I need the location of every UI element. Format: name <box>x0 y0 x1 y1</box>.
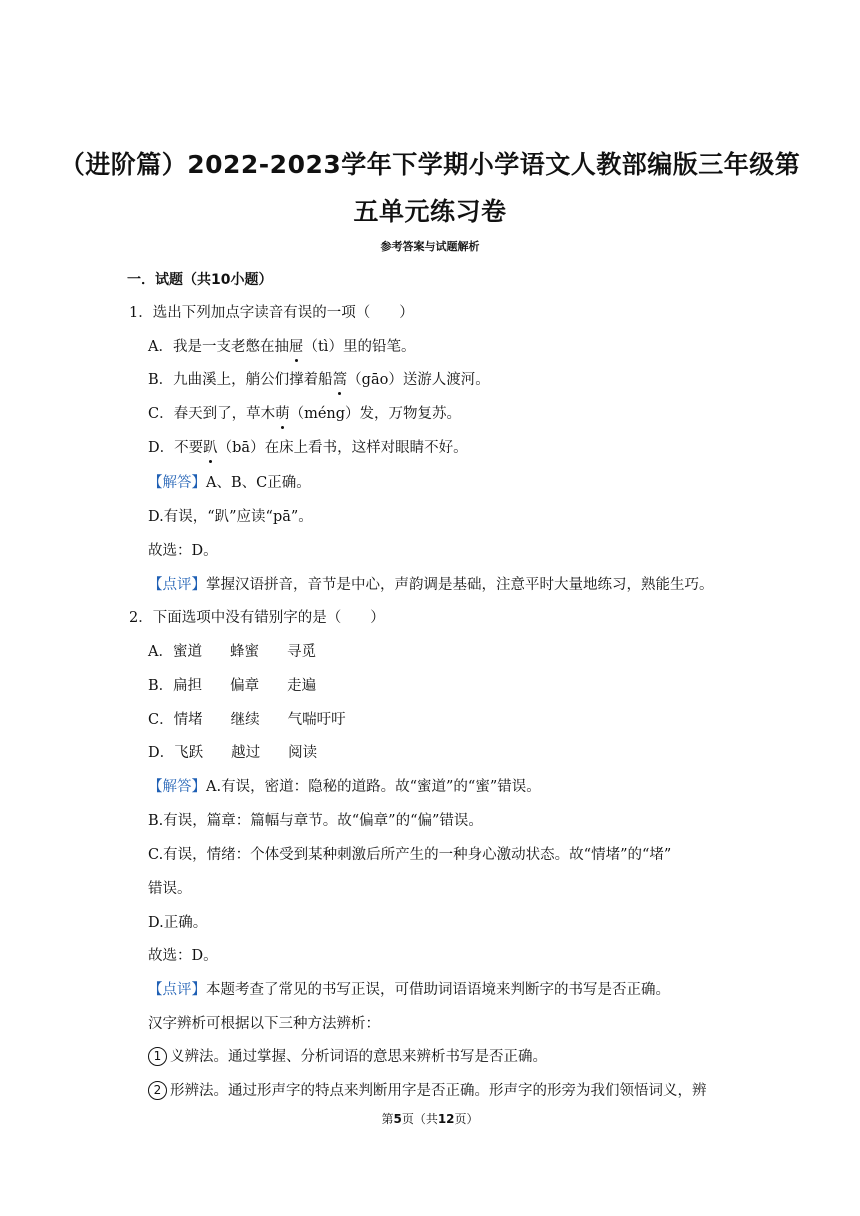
q1-option-c: C．春天到了，草木萌（méng）发，万物复苏。 <box>148 406 462 422</box>
q1-answer-detail: D.有误，“趴”应读“pā”。 <box>148 509 313 525</box>
q1-option-a: A．我是一支老憋在抽屉（tì）里的铅笔。 <box>148 339 416 355</box>
q1-option-b: B．九曲溪上，艄公们撑着船篙（gāo）送游人渡河。 <box>148 372 490 388</box>
document-subtitle: 参考答案与试题解析 <box>380 240 480 253</box>
answer-tag: 【解答】 <box>148 475 206 491</box>
page-footer: 第5页（共12页） <box>381 1112 479 1126</box>
q2-methods-intro: 汉字辨析可根据以下三种方法辨析： <box>148 1016 380 1032</box>
emphasis-dot-char: 篙 <box>332 372 348 388</box>
q2-method-2: 2 形辨法。通过形声字的特点来判断用字是否正确。形声字的形旁为我们领悟词义，辨 <box>148 1081 707 1101</box>
circled-number: 2 <box>148 1081 167 1100</box>
page-total: 12 <box>437 1112 455 1126</box>
q1-answer: 【解答】A、B、C正确。 <box>148 475 311 491</box>
comment-tag: 【点评】 <box>148 982 206 998</box>
q2-answer-a: 【解答】A.有误，密道：隐秘的道路。故“蜜道”的“蜜”错误。 <box>148 779 541 795</box>
emphasis-dot-char: 趴 <box>203 440 218 456</box>
document-title-line2: 五单元练习卷 <box>353 197 507 226</box>
q2-answer-b: B.有误，篇章：篇幅与章节。故“偏章”的“偏”错误。 <box>148 813 483 829</box>
emphasis-dot-char: 屉 <box>288 339 304 355</box>
document-title-line1: （进阶篇）2022-2023学年下学期小学语文人教部编版三年级第 <box>59 150 801 179</box>
q1-choice: 故选：D。 <box>148 543 218 559</box>
q2-option-b: B．扁担 偏章 走遍 <box>148 678 317 694</box>
q2-comment: 【点评】本题考查了常见的书写正误，可借助词语语境来判断字的书写是否正确。 <box>148 982 670 998</box>
q2-option-d: D．飞跃 越过 阅读 <box>148 745 318 761</box>
q1-comment: 【点评】掌握汉语拼音，音节是中心，声韵调是基础，注意平时大量地练习，熟能生巧。 <box>148 577 714 593</box>
q2-option-a: A．蜜道 蜂蜜 寻觅 <box>148 644 316 660</box>
page-number: 5 <box>393 1112 402 1126</box>
q2-answer-c-cont: 错误。 <box>148 881 192 897</box>
section-heading: 一．试题（共10小题） <box>127 272 273 288</box>
q1-option-d: D．不要趴（bā）在床上看书，这样对眼睛不好。 <box>148 440 468 456</box>
q2-option-c: C．情堵 继续 气喘吁吁 <box>148 712 346 728</box>
q1-stem: 1．选出下列加点字读音有误的一项（ ） <box>129 305 414 321</box>
emphasis-dot-char: 萌 <box>275 406 290 422</box>
answer-tag: 【解答】 <box>148 779 206 795</box>
q2-choice: 故选：D。 <box>148 948 218 964</box>
q2-answer-d: D.正确。 <box>148 915 208 931</box>
comment-tag: 【点评】 <box>148 577 206 593</box>
circled-number: 1 <box>148 1047 167 1066</box>
q2-answer-c: C.有误，情绪：个体受到某种刺激后所产生的一种身心激动状态。故“情堵”的“堵” <box>148 847 672 863</box>
q2-method-1: 1 义辨法。通过掌握、分析词语的意思来辨析书写是否正确。 <box>148 1047 547 1067</box>
q2-stem: 2．下面选项中没有错别字的是（ ） <box>129 610 385 626</box>
